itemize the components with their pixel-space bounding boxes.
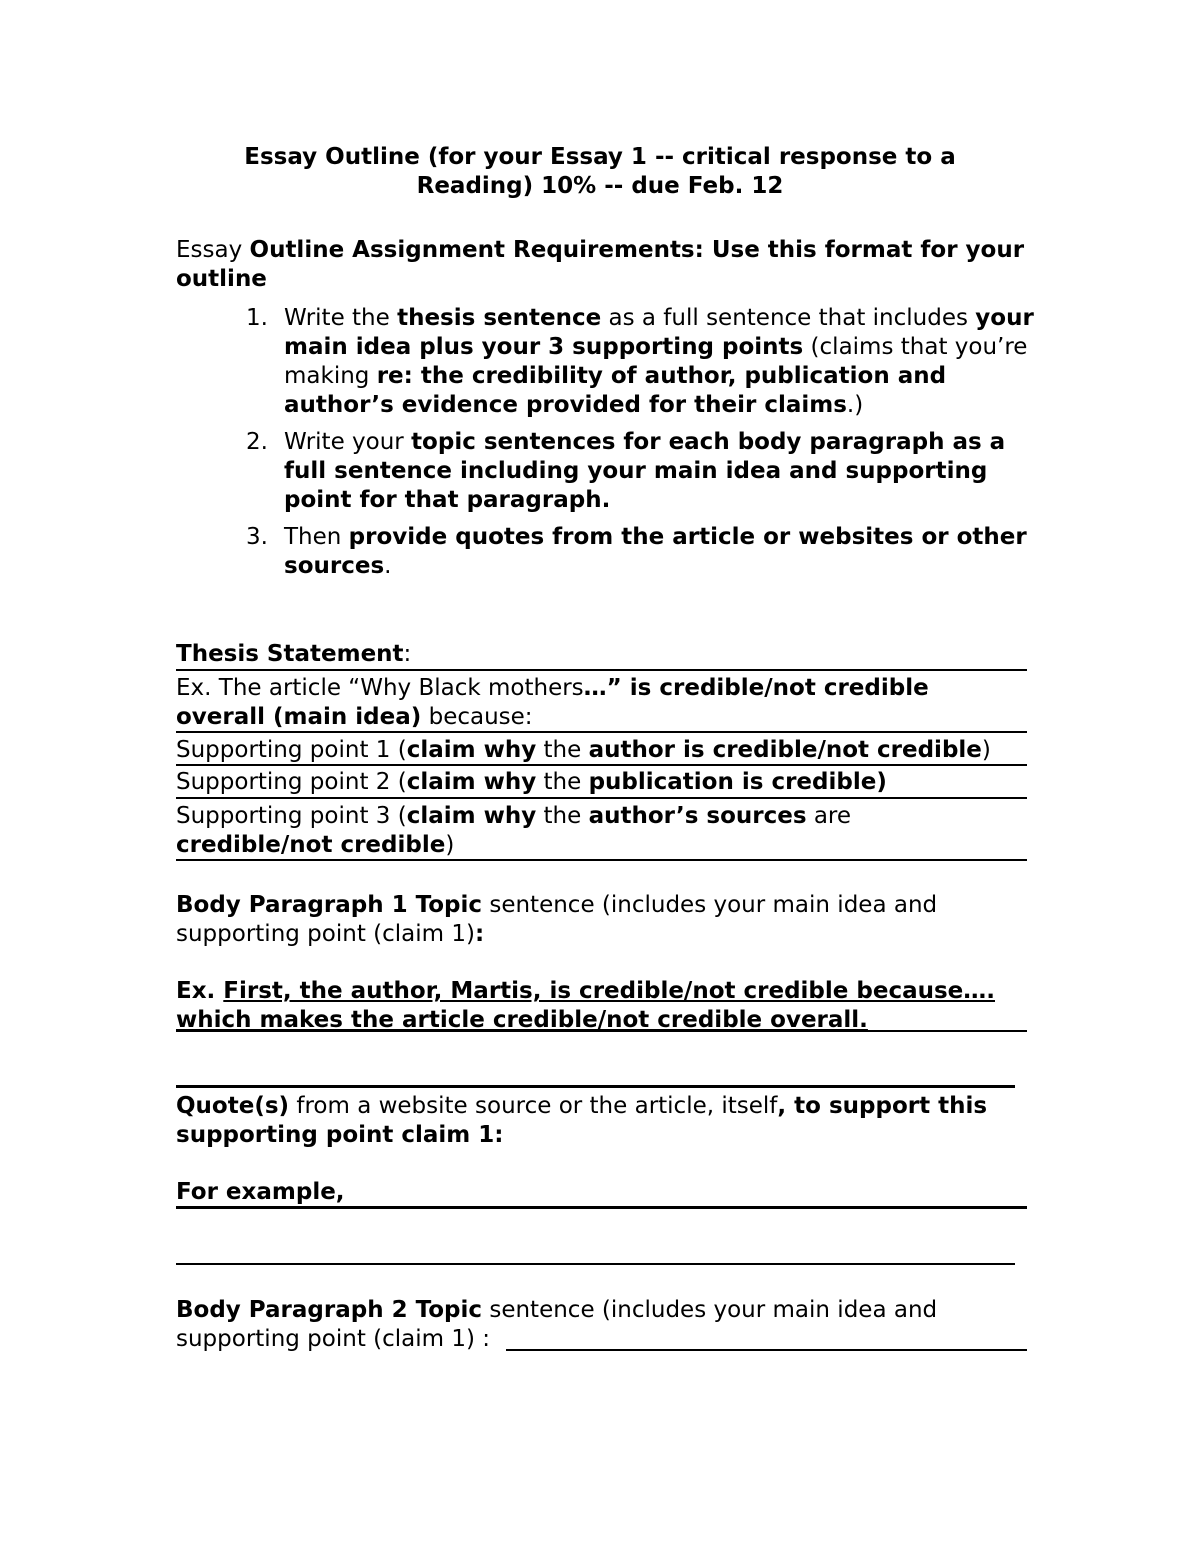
sp3-a: Supporting point 3 ( — [176, 803, 407, 829]
sp2-d: publication is credible) — [588, 769, 887, 795]
step1-text-d: your main idea plus your 3 supporting points — [284, 305, 1034, 360]
step3-text-a: Then — [284, 524, 349, 550]
list-item — [246, 428, 1046, 515]
sp3-f: credible/not credible — [176, 832, 446, 858]
thesis-rule-2 — [176, 731, 1027, 733]
sp1-d: author is credible/not credible — [588, 737, 982, 763]
sp3-c: the — [536, 803, 589, 829]
thesis-rule-4 — [176, 797, 1027, 799]
body1-end: : — [474, 921, 485, 947]
step2-text-b: topic sentences for each body paragraph as a full sentence including your main idea and supporting point for that paragraph. — [284, 429, 1006, 513]
body1-rule — [176, 1030, 1027, 1032]
thesis-example-a: Ex. The article “Why Black mothers — [176, 675, 584, 701]
body1-plain: sentence (includes your main idea and supporting point (claim 1) — [176, 892, 938, 947]
sp1-a: Supporting point 1 ( — [176, 737, 407, 763]
body-paragraph-1-heading — [176, 891, 996, 949]
document-title — [150, 143, 1050, 201]
sp3-g: ) — [445, 832, 455, 858]
quote-bold-1: Quote(s) — [176, 1093, 290, 1119]
sp1-b: claim why — [406, 737, 537, 763]
step1-text-f: re: the credibility of author, publication and author’s evidence provided for their claims — [284, 363, 947, 418]
requirements-lead: Essay — [176, 237, 250, 263]
body-paragraph-2-heading — [176, 1296, 1031, 1354]
sp3-e: are — [806, 803, 852, 829]
title-line-2: Reading) 10% -- due Feb. 12 — [416, 173, 784, 199]
supporting-point-2 — [176, 768, 1036, 797]
quote-example — [176, 1178, 1036, 1207]
sp3-d: author’s sources — [588, 803, 807, 829]
quote-example-rule — [176, 1206, 1027, 1209]
thesis-rule-1 — [176, 669, 1027, 671]
step1-text-c: as a full sentence that includes — [601, 305, 976, 331]
step2-text-a: Write your — [284, 429, 412, 455]
requirements-lead-bold: Outline Assignment Requirements: Use this format for your outline — [176, 237, 1025, 292]
step1-text-g: .) — [846, 392, 864, 418]
body-paragraph-1-example — [176, 977, 1027, 1035]
quote-example-text: For example, — [176, 1179, 345, 1205]
requirements-list — [246, 304, 1046, 589]
supporting-point-1 — [176, 736, 1046, 765]
supporting-point-3 — [176, 802, 936, 860]
body1-bold: Body Paragraph 1 Topic — [176, 892, 483, 918]
thesis-example-b: …” is credible/not credible overall (main idea) — [176, 675, 929, 730]
requirements-heading — [176, 236, 1036, 294]
sp2-c: the — [536, 769, 589, 795]
quote-heading — [176, 1092, 1026, 1150]
list-item-number: 2. — [246, 429, 268, 455]
body2-answer-line — [506, 1349, 1027, 1351]
sp1-e: ) — [981, 737, 991, 763]
sp3-b: claim why — [406, 803, 537, 829]
answer-line-1 — [176, 1085, 1015, 1088]
sp2-a: Supporting point 2 ( — [176, 769, 407, 795]
step3-text-c: . — [384, 553, 392, 579]
quote-plain: from a website source or the article, itself — [289, 1093, 778, 1119]
step1-text-b: thesis sentence — [397, 305, 602, 331]
answer-line-2 — [176, 1263, 1015, 1265]
thesis-rule-5 — [176, 859, 1027, 861]
thesis-example-c: because: — [421, 704, 533, 730]
list-item — [246, 523, 1046, 581]
step1-text-e: (claims that you’re making — [284, 334, 1028, 389]
thesis-colon: : — [403, 641, 412, 667]
thesis-label: Thesis Statement — [176, 641, 404, 667]
body1-example-prefix: Ex. — [176, 978, 224, 1004]
sp1-c: the — [536, 737, 589, 763]
thesis-rule-3 — [176, 764, 1027, 766]
sp2-b: claim why — [406, 769, 537, 795]
body2-bold: Body Paragraph 2 Topic — [176, 1297, 483, 1323]
list-item-number: 3. — [246, 524, 268, 550]
title-line-1: Essay Outline (for your Essay 1 -- critical response to a — [244, 144, 956, 170]
quote-bold-2: , to support this supporting point claim 1: — [176, 1093, 988, 1148]
body2-plain: sentence (includes your main idea and supporting point (claim 1) : — [176, 1297, 938, 1352]
thesis-example — [176, 674, 1006, 732]
list-item-number: 1. — [246, 305, 268, 331]
step3-text-b: provide quotes from the article or websites or other sources — [284, 524, 1027, 579]
step1-text-a: Write the — [284, 305, 398, 331]
body1-example-text: First, the author, Martis, is credible/not credible because…. which makes the article credible/not credible overall. — [176, 978, 995, 1033]
thesis-heading — [176, 640, 1036, 669]
list-item — [246, 304, 1046, 420]
